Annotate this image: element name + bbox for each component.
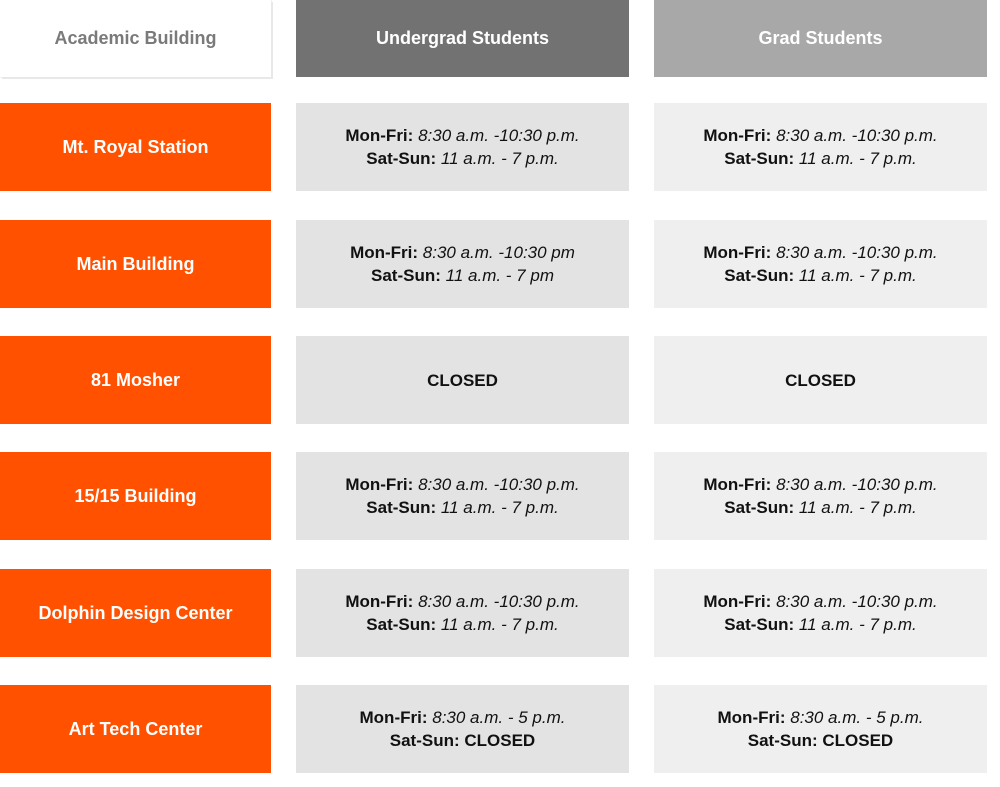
weekend-label: Sat-Sun: <box>724 149 795 168</box>
weekday-hours: 8:30 a.m. - 5 p.m. <box>790 708 924 727</box>
grad-hours-cell <box>654 569 987 657</box>
weekday-label: Mon-Fri: <box>345 126 414 145</box>
header-grad-students <box>654 0 987 77</box>
weekend-label: Sat-Sun: <box>366 615 437 634</box>
undergrad-hours-cell <box>296 569 629 657</box>
weekday-label: Mon-Fri: <box>703 475 772 494</box>
building-cell <box>0 220 271 308</box>
grad-hours-cell <box>654 336 987 424</box>
weekend-hours-line <box>724 613 916 636</box>
grad-hours-cell <box>654 103 987 191</box>
weekend-label: Sat-Sun: <box>724 498 795 517</box>
weekday-hours-line <box>345 590 579 613</box>
building-cell <box>0 103 271 191</box>
building-name: 81 Mosher <box>90 369 181 390</box>
weekend-hours-line <box>371 264 554 287</box>
weekend-hours: 11 a.m. - 7 p.m. <box>798 498 917 517</box>
weekday-hours-line <box>703 590 937 613</box>
header-undergrad-students <box>296 0 629 77</box>
weekday-hours: 8:30 a.m. -10:30 p.m. <box>418 126 580 145</box>
weekday-hours: 8:30 a.m. -10:30 p.m. <box>776 592 938 611</box>
weekend-label: Sat-Sun: <box>371 266 441 285</box>
weekend-label: Sat-Sun: <box>724 615 795 634</box>
header-academic-building <box>0 0 271 77</box>
header-academic-building-label: Academic Building <box>54 28 217 48</box>
weekend-hours-line <box>748 729 893 752</box>
weekend-hours: 11 a.m. - 7 p.m. <box>798 266 917 285</box>
weekday-label: Mon-Fri: <box>703 243 772 262</box>
weekday-hours-line <box>350 241 575 264</box>
weekday-hours: 8:30 a.m. -10:30 p.m. <box>776 126 938 145</box>
weekday-hours: 8:30 a.m. -10:30 pm <box>422 243 575 262</box>
weekend-label: Sat-Sun: <box>724 266 795 285</box>
weekend-hours: 11 a.m. - 7 p.m. <box>798 615 917 634</box>
header-undergrad-label: Undergrad Students <box>375 28 549 48</box>
weekend-label: Sat-Sun: <box>366 149 437 168</box>
undergrad-hours-cell <box>296 336 629 424</box>
closed-status: CLOSED <box>427 370 498 390</box>
building-cell <box>0 685 271 773</box>
weekend-hours: 11 a.m. - 7 p.m. <box>440 149 559 168</box>
weekend-hours-line <box>366 496 558 519</box>
weekend-hours-line <box>724 147 916 170</box>
undergrad-hours-cell <box>296 452 629 540</box>
weekday-hours-line <box>360 706 566 729</box>
weekday-hours: 8:30 a.m. - 5 p.m. <box>432 708 566 727</box>
weekday-label: Mon-Fri: <box>350 243 419 262</box>
weekend-hours-line <box>366 613 558 636</box>
header-grad-label: Grad Students <box>758 28 883 48</box>
building-name: Mt. Royal Station <box>62 136 209 157</box>
weekend-hours-line <box>724 264 916 287</box>
weekday-hours: 8:30 a.m. -10:30 p.m. <box>418 475 580 494</box>
weekday-hours-line <box>345 473 579 496</box>
weekend-label: Sat-Sun: CLOSED <box>389 731 536 750</box>
weekend-hours: 11 a.m. - 7 p.m. <box>440 498 559 517</box>
weekend-label: Sat-Sun: CLOSED <box>747 731 894 750</box>
weekday-hours-line <box>703 124 937 147</box>
weekday-hours-line <box>703 473 937 496</box>
grad-hours-cell <box>654 685 987 773</box>
grad-hours-cell <box>654 452 987 540</box>
weekday-hours-line <box>345 124 579 147</box>
weekend-hours: 11 a.m. - 7 p.m. <box>440 615 559 634</box>
building-name: Dolphin Design Center <box>38 602 233 623</box>
weekday-hours-line <box>718 706 924 729</box>
weekday-label: Mon-Fri: <box>703 592 772 611</box>
weekend-hours-line <box>390 729 535 752</box>
weekday-label: Mon-Fri: <box>359 708 428 727</box>
weekday-label: Mon-Fri: <box>703 126 772 145</box>
building-name: 15/15 Building <box>74 485 197 506</box>
building-cell <box>0 452 271 540</box>
weekday-hours: 8:30 a.m. -10:30 p.m. <box>418 592 580 611</box>
weekday-hours-line <box>703 241 937 264</box>
weekday-label: Mon-Fri: <box>717 708 786 727</box>
building-cell <box>0 569 271 657</box>
building-name: Main Building <box>76 253 195 274</box>
weekday-hours: 8:30 a.m. -10:30 p.m. <box>776 243 938 262</box>
undergrad-hours-cell <box>296 685 629 773</box>
undergrad-hours-cell <box>296 220 629 308</box>
undergrad-hours-cell <box>296 103 629 191</box>
building-cell <box>0 336 271 424</box>
closed-status: CLOSED <box>785 370 856 390</box>
weekend-label: Sat-Sun: <box>366 498 437 517</box>
building-name: Art Tech Center <box>68 718 203 739</box>
weekday-hours: 8:30 a.m. -10:30 p.m. <box>776 475 938 494</box>
weekend-hours-line <box>724 496 916 519</box>
weekday-label: Mon-Fri: <box>345 592 414 611</box>
weekday-label: Mon-Fri: <box>345 475 414 494</box>
grad-hours-cell <box>654 220 987 308</box>
weekend-hours-line <box>366 147 558 170</box>
weekend-hours: 11 a.m. - 7 pm <box>445 266 554 285</box>
weekend-hours: 11 a.m. - 7 p.m. <box>798 149 917 168</box>
